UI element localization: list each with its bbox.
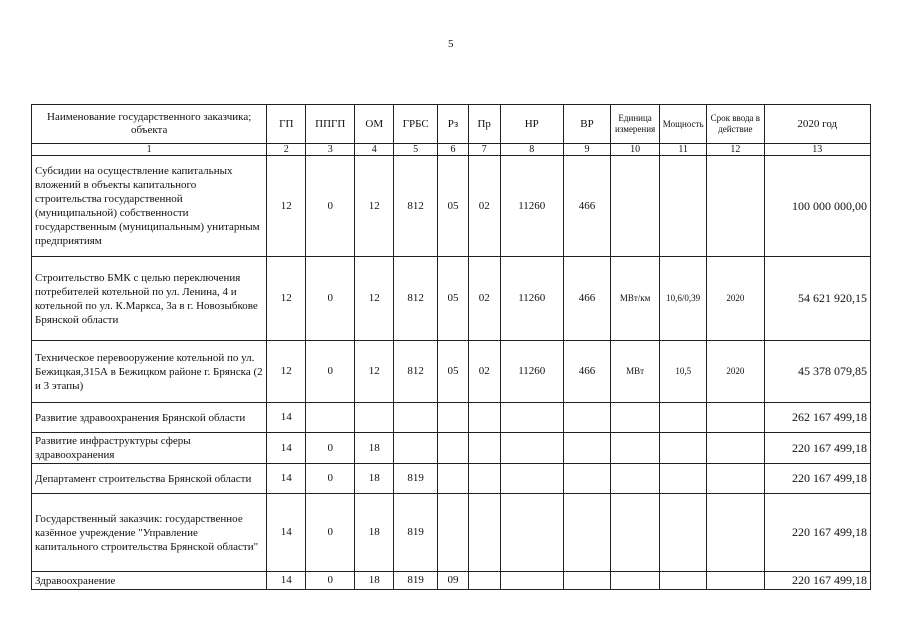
cell-pr: 02	[468, 257, 500, 341]
header-gp: ГП	[267, 105, 306, 144]
cell-grbs: 819	[394, 494, 438, 572]
cell-unit: МВт/км	[611, 257, 660, 341]
cell-amount-2020: 100 000 000,00	[764, 156, 870, 257]
column-number: 4	[355, 144, 394, 156]
header-grbs: ГРБС	[394, 105, 438, 144]
cell-unit	[611, 156, 660, 257]
cell-amount-2020: 262 167 499,18	[764, 403, 870, 433]
cell-deadline	[707, 156, 764, 257]
header-name: Наименование государственного заказчика; объекта	[32, 105, 267, 144]
cell-amount-2020: 220 167 499,18	[764, 494, 870, 572]
column-number: 10	[611, 144, 660, 156]
cell-nr	[500, 433, 563, 464]
header-pr: Пр	[468, 105, 500, 144]
cell-om: 12	[355, 156, 394, 257]
cell-gp: 14	[267, 433, 306, 464]
cell-pr	[468, 572, 500, 590]
cell-ppgp: 0	[306, 433, 355, 464]
cell-pr	[468, 403, 500, 433]
cell-power	[660, 403, 707, 433]
table-row	[32, 341, 871, 403]
cell-nr	[500, 572, 563, 590]
cell-nr	[500, 494, 563, 572]
table-row	[32, 433, 871, 464]
header-2020: 2020 год	[764, 105, 870, 144]
header-unit: Единица измерения	[611, 105, 660, 144]
cell-name: Развитие инфраструктуры сферы здравоохранения	[32, 433, 267, 464]
table-row	[32, 156, 871, 257]
cell-deadline: 2020	[707, 341, 764, 403]
cell-ppgp: 0	[306, 494, 355, 572]
table-row	[32, 403, 871, 433]
cell-gp: 14	[267, 464, 306, 494]
cell-om: 12	[355, 341, 394, 403]
cell-rz	[438, 433, 469, 464]
header-power: Мощность	[660, 105, 707, 144]
cell-rz	[438, 403, 469, 433]
cell-pr	[468, 494, 500, 572]
header-nr: НР	[500, 105, 563, 144]
cell-nr	[500, 403, 563, 433]
budget-table	[31, 104, 871, 590]
cell-ppgp: 0	[306, 572, 355, 590]
cell-gp: 12	[267, 257, 306, 341]
page-number: 5	[448, 38, 454, 50]
cell-ppgp: 0	[306, 464, 355, 494]
cell-vr	[563, 403, 610, 433]
cell-power	[660, 464, 707, 494]
cell-power	[660, 433, 707, 464]
cell-pr	[468, 433, 500, 464]
column-number: 11	[660, 144, 707, 156]
column-number: 13	[764, 144, 870, 156]
header-vr: ВР	[563, 105, 610, 144]
column-number: 8	[500, 144, 563, 156]
cell-grbs: 812	[394, 156, 438, 257]
cell-power: 10,6/0,39	[660, 257, 707, 341]
cell-rz: 05	[438, 156, 469, 257]
cell-vr: 466	[563, 341, 610, 403]
cell-deadline: 2020	[707, 257, 764, 341]
cell-grbs: 812	[394, 341, 438, 403]
cell-deadline	[707, 494, 764, 572]
cell-amount-2020: 220 167 499,18	[764, 572, 870, 590]
cell-deadline	[707, 433, 764, 464]
cell-unit	[611, 403, 660, 433]
cell-power	[660, 572, 707, 590]
column-number: 6	[438, 144, 469, 156]
cell-nr: 11260	[500, 341, 563, 403]
table-row	[32, 572, 871, 590]
cell-name: Департамент строительства Брянской области	[32, 464, 267, 494]
cell-gp: 12	[267, 156, 306, 257]
cell-om: 12	[355, 257, 394, 341]
cell-grbs	[394, 403, 438, 433]
cell-name: Техническое перевооружение котельной по ул. Бежицкая,315А в Бежицком районе г. Брянска (2 и 3 этапы)	[32, 341, 267, 403]
cell-vr	[563, 572, 610, 590]
cell-unit	[611, 572, 660, 590]
cell-om: 18	[355, 433, 394, 464]
cell-unit	[611, 464, 660, 494]
cell-om: 18	[355, 494, 394, 572]
column-number: 12	[707, 144, 764, 156]
cell-amount-2020: 54 621 920,15	[764, 257, 870, 341]
cell-om: 18	[355, 572, 394, 590]
cell-ppgp: 0	[306, 341, 355, 403]
cell-name: Здравоохранение	[32, 572, 267, 590]
cell-gp: 14	[267, 572, 306, 590]
cell-gp: 14	[267, 403, 306, 433]
cell-amount-2020: 220 167 499,18	[764, 433, 870, 464]
cell-gp: 14	[267, 494, 306, 572]
cell-vr	[563, 464, 610, 494]
cell-ppgp: 0	[306, 257, 355, 341]
cell-nr	[500, 464, 563, 494]
cell-vr: 466	[563, 156, 610, 257]
cell-grbs: 819	[394, 572, 438, 590]
cell-power: 10,5	[660, 341, 707, 403]
column-number: 7	[468, 144, 500, 156]
cell-rz	[438, 494, 469, 572]
cell-om: 18	[355, 464, 394, 494]
cell-nr: 11260	[500, 257, 563, 341]
cell-grbs	[394, 433, 438, 464]
header-row	[32, 105, 871, 144]
cell-amount-2020: 45 378 079,85	[764, 341, 870, 403]
cell-vr	[563, 494, 610, 572]
table-row	[32, 464, 871, 494]
cell-name: Развитие здравоохранения Брянской области	[32, 403, 267, 433]
cell-ppgp: 0	[306, 156, 355, 257]
cell-pr	[468, 464, 500, 494]
column-number: 9	[563, 144, 610, 156]
cell-deadline	[707, 572, 764, 590]
column-numbers-row	[32, 144, 871, 156]
cell-vr: 466	[563, 257, 610, 341]
header-om: ОМ	[355, 105, 394, 144]
header-deadline: Срок ввода в действие	[707, 105, 764, 144]
cell-name: Строительство БМК с целью переключения потребителей котельной по ул. Ленина, 4 и котельной по ул. К.Маркса, 3а в г. Новозыбкове Брянской области	[32, 257, 267, 341]
cell-pr: 02	[468, 156, 500, 257]
cell-name: Субсидии на осуществление капитальных вложений в объекты капитального строительства государственной (муниципальной) собственности государственным (муниципальным) унитарным предприятиям	[32, 156, 267, 257]
cell-pr: 02	[468, 341, 500, 403]
table-row	[32, 494, 871, 572]
cell-power	[660, 494, 707, 572]
header-ppgp: ППГП	[306, 105, 355, 144]
cell-unit	[611, 494, 660, 572]
column-number: 5	[394, 144, 438, 156]
cell-rz	[438, 464, 469, 494]
cell-unit	[611, 433, 660, 464]
cell-ppgp	[306, 403, 355, 433]
cell-nr: 11260	[500, 156, 563, 257]
cell-grbs: 819	[394, 464, 438, 494]
cell-power	[660, 156, 707, 257]
cell-om	[355, 403, 394, 433]
column-number: 2	[267, 144, 306, 156]
table-row	[32, 257, 871, 341]
cell-grbs: 812	[394, 257, 438, 341]
cell-amount-2020: 220 167 499,18	[764, 464, 870, 494]
cell-gp: 12	[267, 341, 306, 403]
cell-rz: 05	[438, 257, 469, 341]
cell-deadline	[707, 403, 764, 433]
column-number: 1	[32, 144, 267, 156]
header-rz: Рз	[438, 105, 469, 144]
cell-name: Государственный заказчик: государственное казённое учреждение "Управление капитального строительства Брянской области"	[32, 494, 267, 572]
cell-rz: 09	[438, 572, 469, 590]
cell-deadline	[707, 464, 764, 494]
cell-rz: 05	[438, 341, 469, 403]
column-number: 3	[306, 144, 355, 156]
cell-unit: МВт	[611, 341, 660, 403]
cell-vr	[563, 433, 610, 464]
